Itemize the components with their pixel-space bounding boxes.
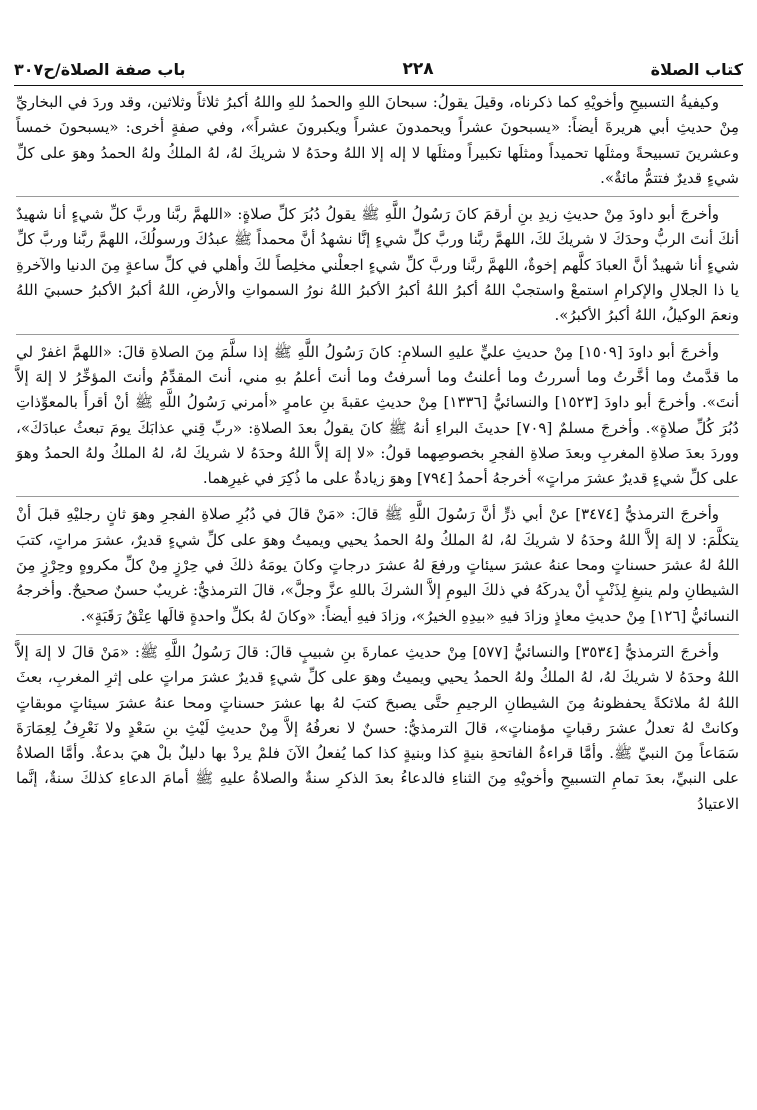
paragraph-zayd-ibn-arqam: وأخرجَ أبو داودَ مِنْ حديثِ زيدِ بنِ أرقمَ كانَ رَسُولُ اللَّهِ ﷺ يقولُ دُبُرَ كلِّ صلاةٍ: «اللهمَّ ربَّنا وربَّ كلِّ شيءٍ أنا شهيدٌ أنكَ أنتَ الربُّ وحدَكَ لا شريكَ لكَ، اللهمَّ ربَّنا وربَّ كلِّ شيءٍ إنَّا نشهدُ أنَّ محمداً ﷺ عبدُكَ ورسولُكَ، اللهمَّ ربَّنا وربَّ كلِّ شيءٍ أنا شهيدٌ أنَّ العبادَ كلَّهم إخوةٌ، اللهمَّ ربَّنا وربَّ كلِّ شيءٍ اجعلْني مخلِصاً لكَ وأهلي في كلِّ ساعةٍ مِنَ الدنيا والآخرةِ يا ذا الجلالِ والإكرامِ استمعْ واستجبْ اللهُ أكبرُ اللهُ أكبرُ الأكبرُ اللهُ نورُ السمواتِ والأرضِ، اللهُ أكبرُ الأكبرُ حسبيَ اللهُ ونعمَ الوكيلُ، اللهُ أكبرُ الأكبرُ». (16, 202, 739, 334)
paragraph-tasbih: وكيفيةُ التسبيحِ وأخويْهِ كما ذكرناه، وقيلَ يقولُ: سبحانَ اللهِ والحمدُ للهِ واللهُ أكبرُ ثلاثاً وثلاثين، وقد وردَ في البخاريِّ مِنْ حديثِ أبي هريرةَ أيضاً: «يسبحونَ عشراً ويحمدونَ عشراً ويكبرونَ عشراً»، وفي صفةٍ أخرى: «يسبحونَ خمساً وعشرينَ تسبيحةً ومثلَها تحميداً ومثلَها تكبيراً ومثلَها لا إله إلا اللهُ وحدَهُ لا شريكَ لهُ، لهُ الملكُ ولهُ الحمدُ وهوَ على كلِّ شيءٍ قديرٌ فتتمُّ مائةٌ». (16, 90, 739, 197)
page-header (14, 56, 743, 82)
page-number: ٢٢٨ (402, 59, 434, 79)
paragraph-abu-dharr: وأخرجَ الترمذيُّ [٣٤٧٤] عنْ أبي ذرٍّ أنَّ رَسُولَ اللَّهِ ﷺ قالَ: «مَنْ قالَ في دُبُرِ صلاةِ الفجرِ وهوَ ثانٍ رجليْهِ قبلَ أنْ يتكلَّمَ: لا إلهَ إلاَّ اللهُ وحدَهُ لا شريكَ لهُ، لهُ الملكُ ولهُ الحمدُ يحيي ويميتُ وهوَ على كلِّ شيءٍ قديرٌ، عشرَ مراتٍ، كتبَ اللهُ لهُ عشرَ حسناتٍ ومحا عنهُ عشرَ سيئاتٍ ورفعَ لهُ عشرَ درجاتٍ وكانَ يومَهُ ذلكَ في حِرْزٍ مِنْ كلِّ مكروهٍ وحِرْزٍ مِنَ الشيطانِ ولم ينبغِ لِذَنْبٍ أنْ يدركَهُ في ذلكَ اليومِ إلاَّ الشركَ باللهِ عزَّ وجلَّ»، قالَ الترمذيُّ: غريبٌ حسنٌ صحيحٌ. وأخرجهُ النسائيُّ [١٢٦] مِنْ حديثِ معاذٍ وزادَ فيهِ «بيدِهِ الخيرُ»، وزادَ فيهِ أيضاً: «وكانَ لهُ بكلِّ واحدةٍ قالَها عِتْقُ رَقَبَةٍ». (16, 502, 739, 634)
chapter-reference: باب صفة الصلاة/ح٣٠٧ (14, 59, 186, 79)
paragraph-umara-ibn-shabib: وأخرجَ الترمذيُّ [٣٥٣٤] والنسائيُّ [٥٧٧] مِنْ حديثِ عمارةَ بنِ شبيبٍ قالَ: قالَ رَسُولُ اللَّهِ ﷺ: «مَنْ قالَ لا إلهَ إلاَّ اللهُ وحدَهُ لا شريكَ لهُ، لهُ الملكُ ولهُ الحمدُ يحيي ويميتُ وهوَ على كلِّ شيءٍ قديرٌ عشرَ مراتٍ على إثرِ المغربِ، بعثَ اللهُ لهُ ملائكةً يحفظونهُ مِنَ الشيطانِ الرجيمِ حتَّى يصبحَ كتبَ لهُ بها عشرَ حسناتٍ ومحا عنهُ عشرَ سيئاتٍ موبقاتٍ وكانتْ لهُ تعدلُ عشرَ رقباتٍ مؤمناتٍ»، قالَ الترمذيُّ: حسنٌ لا نعرفُهُ إلاَّ مِنْ حديثِ لَيْثِ بنِ سَعْدٍ ولا نَعْرِفُ لِعِمَارَةَ سَمَاعاً مِنَ النبيِّ ﷺ. وأمَّا قراءةُ الفاتحةِ بنيةٍ كذا وبنيةٍ كذا كما يُفعلُ الآنَ فلمْ يردْ بها دليلٌ بلْ هيَ بدعةٌ. وأمَّا الصلاةُ على النبيِّ، بعدَ تمامِ التسبيحِ وأخويْهِ مِنَ الثناءِ فالدعاءُ بعدَ الذكرِ سنةٌ والصلاةُ عليهِ ﷺ أمامَ الدعاءِ كذلكَ سنةٌ، إنَّما الاعتيادُ (16, 642, 739, 813)
page-body (16, 90, 739, 1110)
paragraph-ali-hadith: وأخرجَ أبو داودَ [١٥٠٩] مِنْ حديثِ عليٍّ عليهِ السلامِ: كانَ رَسُولُ اللَّهِ ﷺ إذا سلَّمَ مِنَ الصلاةِ قالَ: «اللهمَّ اغفرْ لي ما قدَّمتُ وما أخَّرتُ وما أسررتُ وما أعلنتُ وما أسرفتُ وما أنتَ أعلمُ بهِ مني، أنتَ المقدِّمُ وأنتَ المؤخِّرُ لا إلهَ إلاَّ أنتَ». وأخرجَ أبو داودَ [١٥٢٣] والنسائيُّ [١٣٣٦] مِنْ حديثِ عقبةَ بنِ عامرٍ «أمرني رَسُولُ اللَّهِ ﷺ أنْ أقرأَ بالمعوِّذاتِ دُبُرَ كُلِّ صلاةٍ». وأخرجَ مسلمٌ [٧٠٩] حديثَ البراءِ أنهُ ﷺ كانَ يقولُ بعدَ الصلاةِ: «ربِّ قِني عذابَكَ يومَ تبعثُ عبادَكَ»، ووردَ بعدَ صلاةِ المغربِ وبعدَ صلاةِ الفجرِ بخصوصِهما قولُ: «لا إلهَ إلاَّ اللهُ وحدَهُ لا شريكَ لهُ، لهُ الملكُ ولهُ الحمدُ وهوَ على كلِّ شيءٍ قديرٌ عشرَ مراتٍ» أخرجهُ أحمدُ [٧٩٤] وهوَ زيادةٌ على ما ذُكِرَ في غيرِهما. (16, 340, 739, 498)
book-title: كتاب الصلاة (650, 59, 743, 79)
header-rule (14, 85, 743, 86)
